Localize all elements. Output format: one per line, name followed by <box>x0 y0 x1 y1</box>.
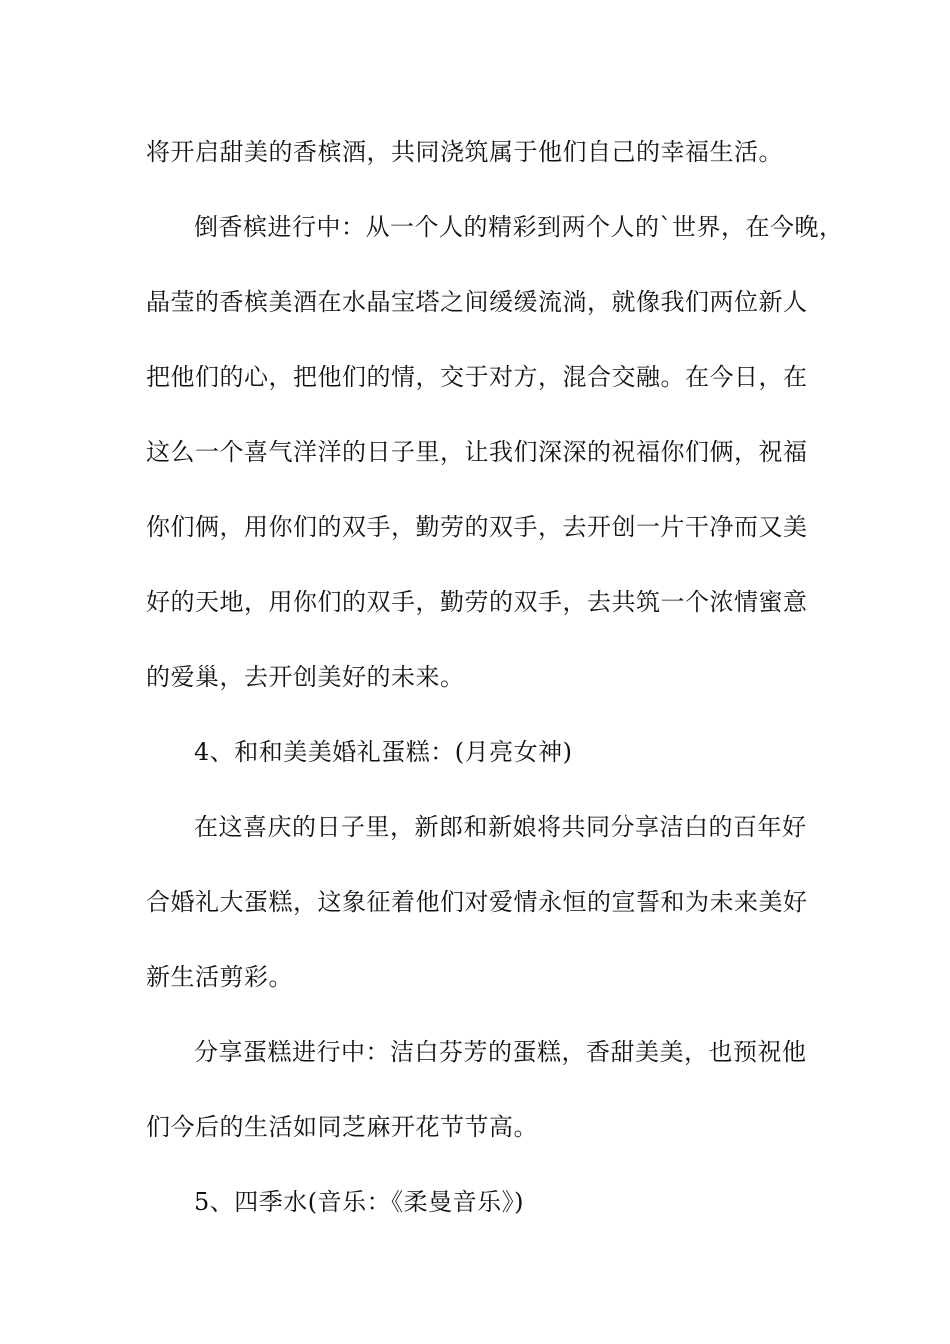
text-line-4: 把他们的心，把他们的情，交于对方，混合交融。在今日，在 <box>146 363 808 391</box>
text-line-10: 在这喜庆的日子里，新郎和新娘将共同分享洁白的百年好 <box>194 813 807 841</box>
text-line-6: 你们俩，用你们的双手，勤劳的双手，去开创一片干净而又美 <box>146 513 808 541</box>
text-line-1: 将开启甜美的香槟酒，共同浇筑属于他们自己的幸福生活。 <box>146 138 783 166</box>
text-line-13: 分享蛋糕进行中：洁白芬芳的蛋糕，香甜美美，也预祝他 <box>194 1038 807 1066</box>
section-heading-5: 5、四季水(音乐：《柔曼音乐》) <box>194 1188 524 1216</box>
text-line-11: 合婚礼大蛋糕，这象征着他们对爱情永恒的宣誓和为未来美好 <box>146 888 808 916</box>
text-line-8: 的爱巢，去开创美好的未来。 <box>146 663 465 691</box>
text-line-7: 好的天地，用你们的双手，勤劳的双手，去共筑一个浓情蜜意 <box>146 588 808 616</box>
text-line-2: 倒香槟进行中：从一个人的精彩到两个人的`世界，在今晚， <box>194 213 844 241</box>
section-heading-4: 4、和和美美婚礼蛋糕：(月亮女神) <box>194 738 573 766</box>
text-line-12: 新生活剪彩。 <box>146 963 293 991</box>
text-line-14: 们今后的生活如同芝麻开花节节高。 <box>146 1113 538 1141</box>
text-line-5: 这么一个喜气洋洋的日子里，让我们深深的祝福你们俩，祝福 <box>146 438 808 466</box>
text-line-3: 晶莹的香槟美酒在水晶宝塔之间缓缓流淌，就像我们两位新人 <box>146 288 808 316</box>
